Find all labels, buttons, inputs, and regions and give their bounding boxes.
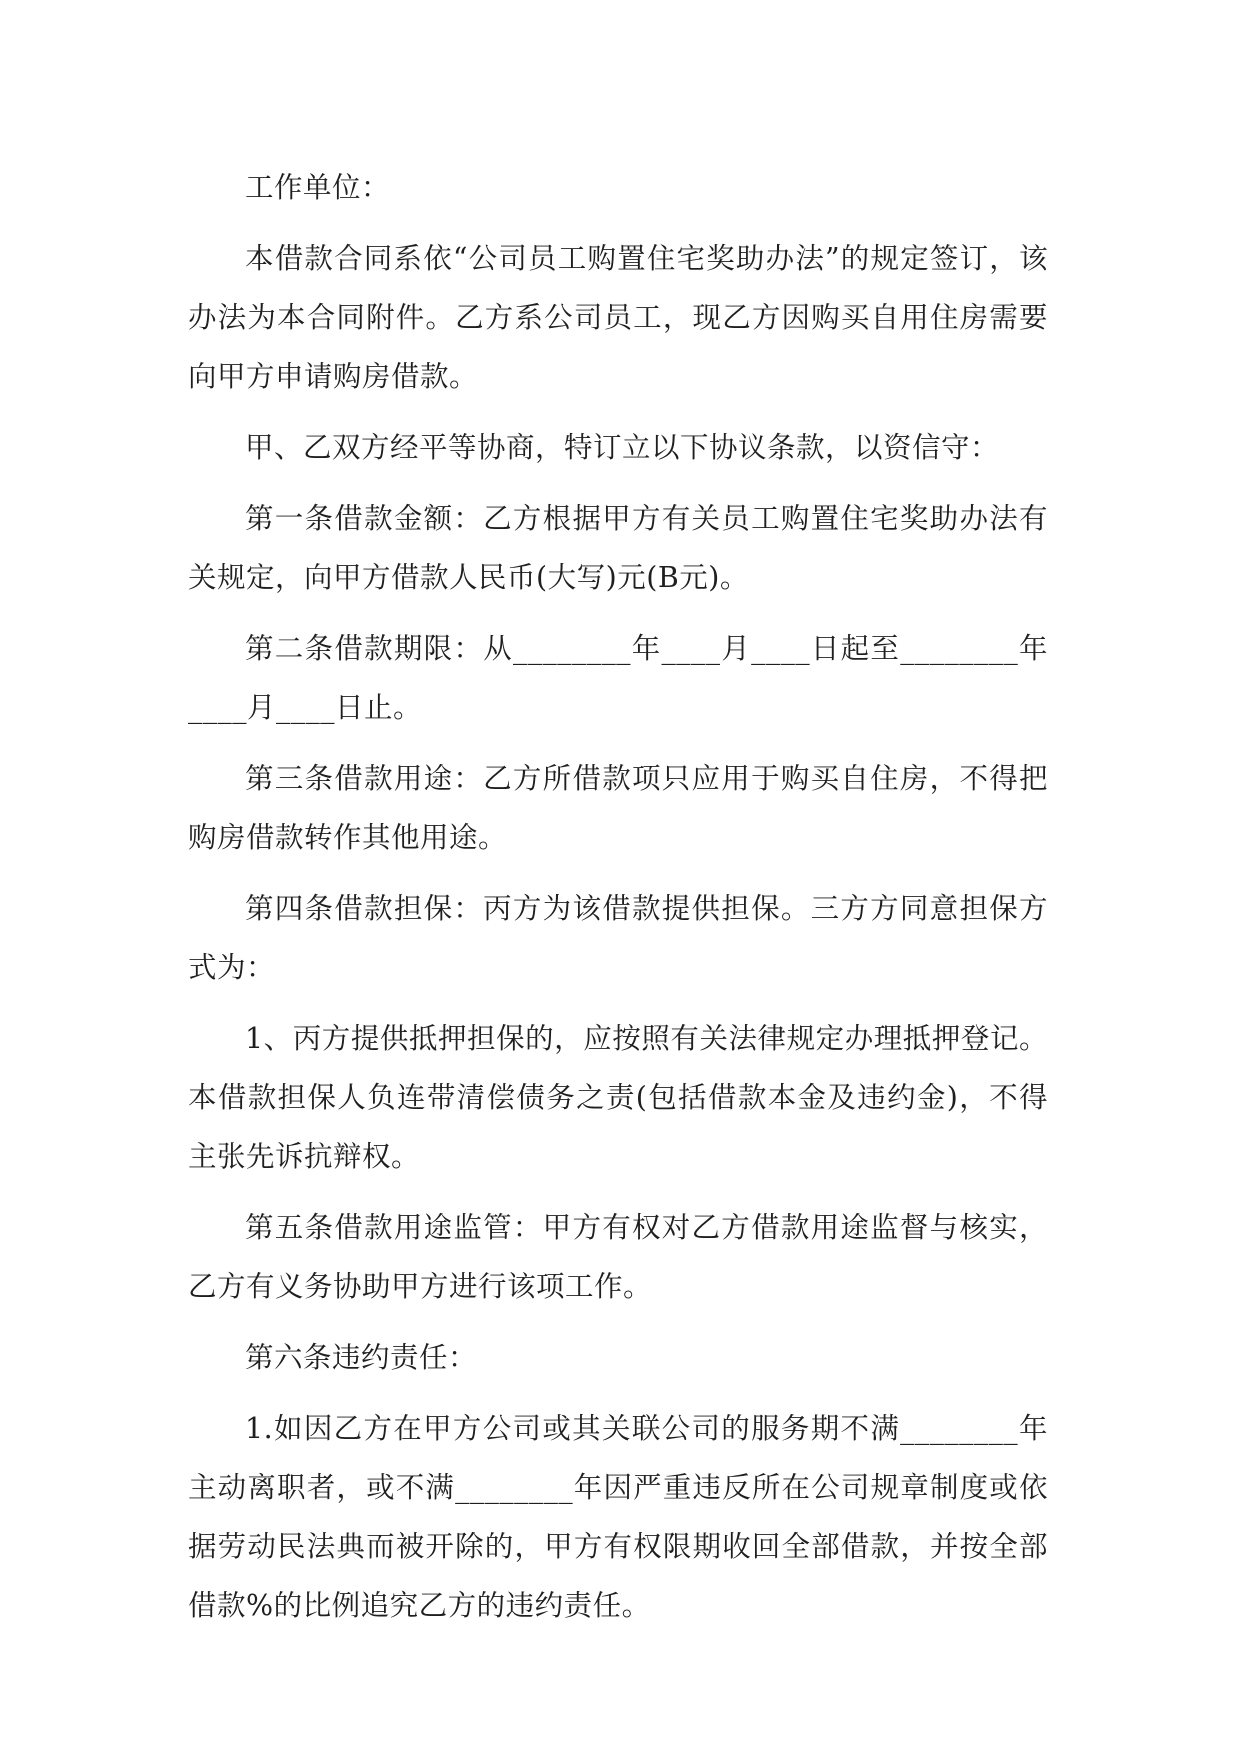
paragraph-work-unit: 工作单位： — [245, 171, 391, 204]
paragraph-article-4-item-1: 1、丙方提供抵押担保的，应按照有关法律规定办理抵押登记。本借款担保人负连带清偿债务之责(包括借款本金及违约金)，不得主张先诉抗辩权。 — [188, 1022, 1048, 1173]
paragraph-article-6-item-1: 1.如因乙方在甲方公司或其关联公司的服务期不满________年主动离职者，或不满________年因严重违反所在公司规章制度或依据劳动民法典而被开除的，甲方有权限期收回全部借款，并按全部借款%的比例追究乙方的违约责任。 — [188, 1412, 1048, 1622]
paragraph-preamble: 本借款合同系依“公司员工购置住宅奖助办法”的规定签订，该办法为本合同附件。乙方系公司员工，现乙方因购买自用住房需要向甲方申请购房借款。 — [188, 242, 1048, 393]
paragraph-article-1: 第一条借款金额：乙方根据甲方有关员工购置住宅奖助办法有关规定，向甲方借款人民币(大写)元(B元)。 — [188, 502, 1048, 594]
paragraph-article-4: 第四条借款担保：丙方为该借款提供担保。三方方同意担保方式为： — [188, 892, 1048, 984]
paragraph-article-6: 第六条违约责任： — [245, 1341, 478, 1374]
paragraph-article-3: 第三条借款用途：乙方所借款项只应用于购买自住房，不得把购房借款转作其他用途。 — [188, 762, 1048, 854]
paragraph-article-2: 第二条借款期限：从________年____月____日起至________年____月____日止。 — [188, 632, 1048, 724]
paragraph-agreement: 甲、乙双方经平等协商，特订立以下协议条款，以资信守： — [245, 431, 1000, 464]
contract-body — [188, 158, 1048, 1647]
paragraph-article-5: 第五条借款用途监管：甲方有权对乙方借款用途监督与核实，乙方有义务协助甲方进行该项工作。 — [188, 1211, 1048, 1303]
